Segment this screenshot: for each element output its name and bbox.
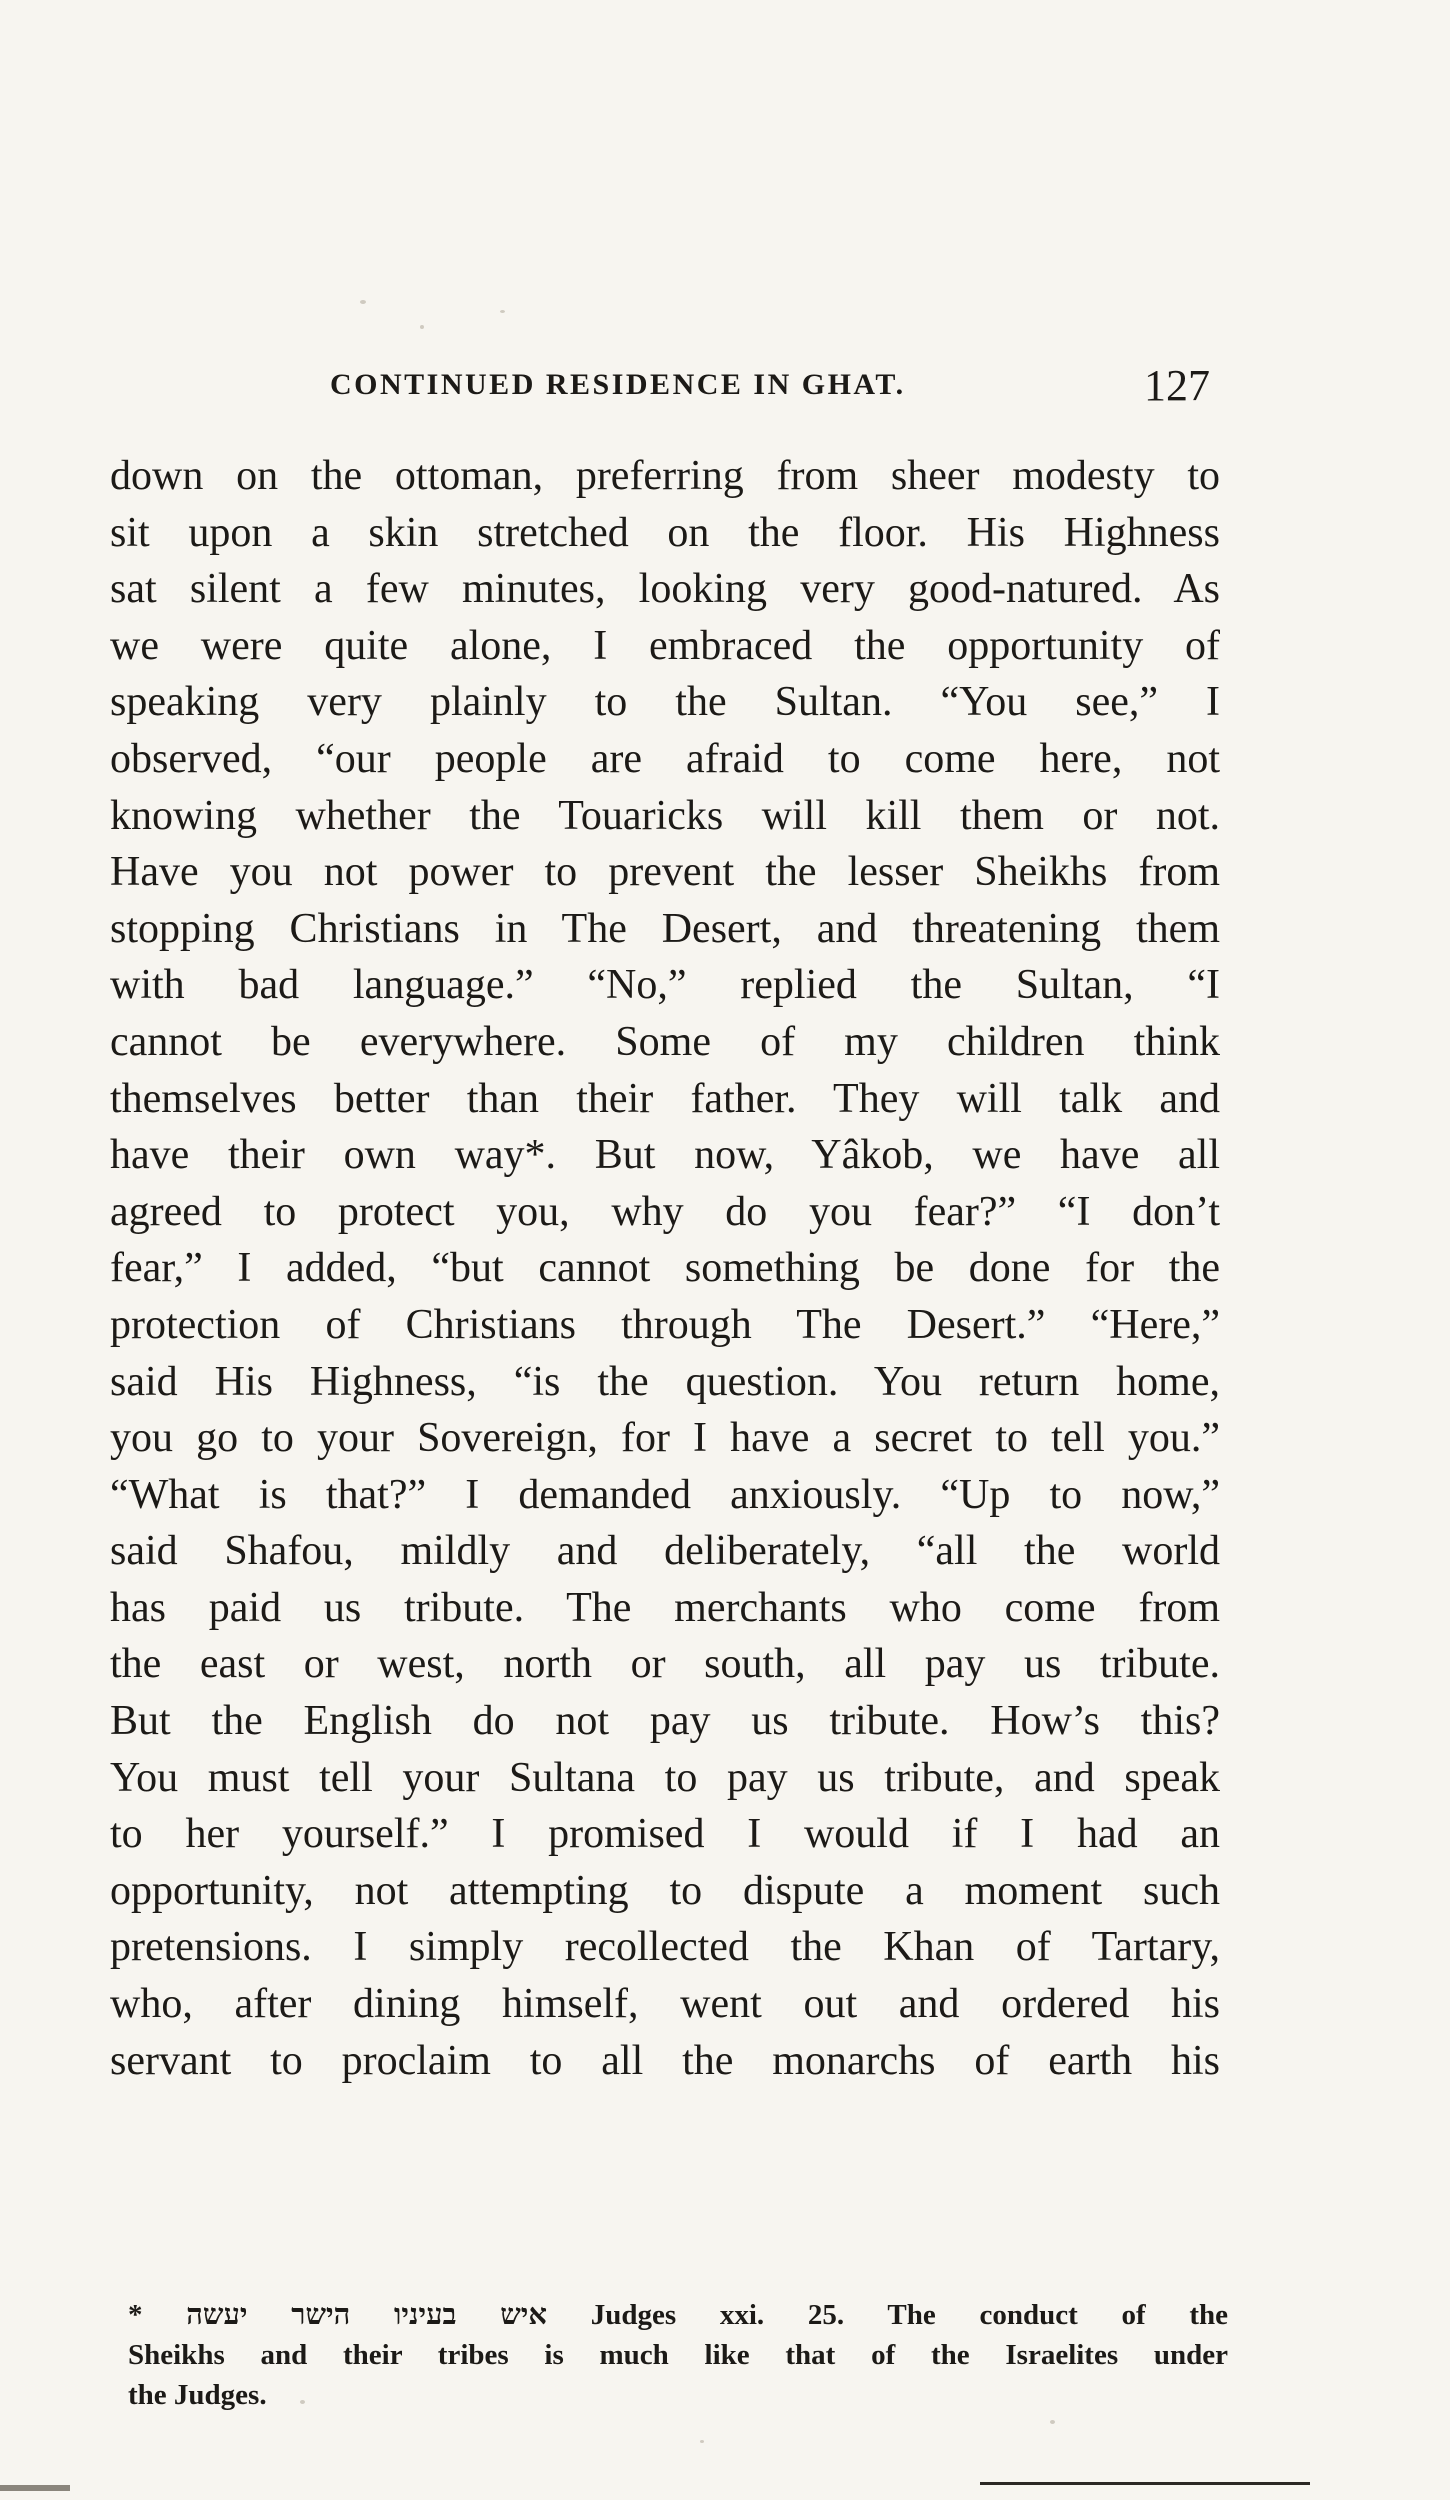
text-line: pretensions. I simply recollected the Khan of Tartary, bbox=[110, 1924, 1220, 1971]
text-line: sat silent a few minutes, looking very good-natured. As bbox=[110, 566, 1220, 613]
text-line: cannot be everywhere. Some of my children think bbox=[110, 1018, 1220, 1065]
text-line: fear,” I added, “but cannot something be done for the bbox=[110, 1245, 1220, 1292]
text-line: knowing whether the Touaricks will kill them or not. bbox=[110, 792, 1220, 839]
text-line: sit upon a skin stretched on the floor. His Highness bbox=[110, 509, 1220, 556]
text-line: to her yourself.” I promised I would if I had an bbox=[110, 1811, 1220, 1858]
text-line: opportunity, not attempting to dispute a moment such bbox=[110, 1867, 1220, 1914]
text-line: we were quite alone, I embraced the opportunity of bbox=[110, 622, 1220, 669]
footnote-line: * איש בעיניו הישר יעשה Judges xxi. 25. The conduct of the bbox=[128, 2299, 1229, 2331]
text-line: said Shafou, mildly and deliberately, “all the world bbox=[110, 1528, 1220, 1575]
text-line: “What is that?” I demanded anxiously. “Up to now,” bbox=[110, 1471, 1220, 1518]
footnote bbox=[128, 2295, 1228, 2415]
running-title: CONTINUED RESIDENCE IN GHAT. bbox=[330, 368, 906, 401]
text-line: said His Highness, “is the question. You return home, bbox=[110, 1358, 1220, 1405]
paper-speckle bbox=[500, 310, 505, 313]
paper-speckle bbox=[1050, 2420, 1055, 2424]
text-line: But the English do not pay us tribute. How’s this? bbox=[110, 1698, 1220, 1745]
text-line: has paid us tribute. The merchants who come from bbox=[110, 1584, 1220, 1631]
text-line: speaking very plainly to the Sultan. “You see,” I bbox=[110, 679, 1220, 726]
paper-speckle bbox=[360, 300, 366, 304]
text-line: who, after dining himself, went out and ordered his bbox=[110, 1981, 1220, 2028]
footnote-line: Sheikhs and their tribes is much like that of the Israelites under bbox=[128, 2339, 1228, 2371]
text-line: the east or west, north or south, all pay us tribute. bbox=[110, 1641, 1220, 1688]
scan-edge-mark bbox=[0, 2485, 70, 2491]
page-number: 127 bbox=[1144, 361, 1210, 410]
paper-speckle bbox=[420, 325, 424, 329]
text-line: protection of Christians through The Desert.” “Here,” bbox=[110, 1301, 1220, 1348]
text-line: Have you not power to prevent the lesser Sheikhs from bbox=[110, 849, 1220, 896]
body-text bbox=[110, 448, 1220, 2089]
text-line: You must tell your Sultana to pay us tribute, and speak bbox=[110, 1754, 1220, 1801]
text-line: agreed to protect you, why do you fear?” “I don’t bbox=[110, 1188, 1220, 1235]
text-line: with bad language.” “No,” replied the Sultan, “I bbox=[110, 962, 1220, 1009]
bottom-rule bbox=[980, 2482, 1310, 2485]
page-header bbox=[330, 361, 1210, 418]
text-line: stopping Christians in The Desert, and threatening them bbox=[110, 905, 1220, 952]
text-line: down on the ottoman, preferring from sheer modesty to bbox=[110, 453, 1220, 499]
text-line: observed, “our people are afraid to come here, not bbox=[110, 735, 1220, 782]
paper-speckle bbox=[300, 2400, 305, 2404]
text-line: you go to your Sovereign, for I have a secret to tell you.” bbox=[110, 1415, 1220, 1462]
text-line: themselves better than their father. They will talk and bbox=[110, 1075, 1220, 1122]
footnote-line: the Judges. bbox=[128, 2379, 267, 2411]
paper-speckle bbox=[700, 2440, 704, 2443]
text-line: have their own way*. But now, Yâkob, we have all bbox=[110, 1132, 1220, 1179]
text-line: servant to proclaim to all the monarchs of earth his bbox=[110, 2037, 1220, 2084]
